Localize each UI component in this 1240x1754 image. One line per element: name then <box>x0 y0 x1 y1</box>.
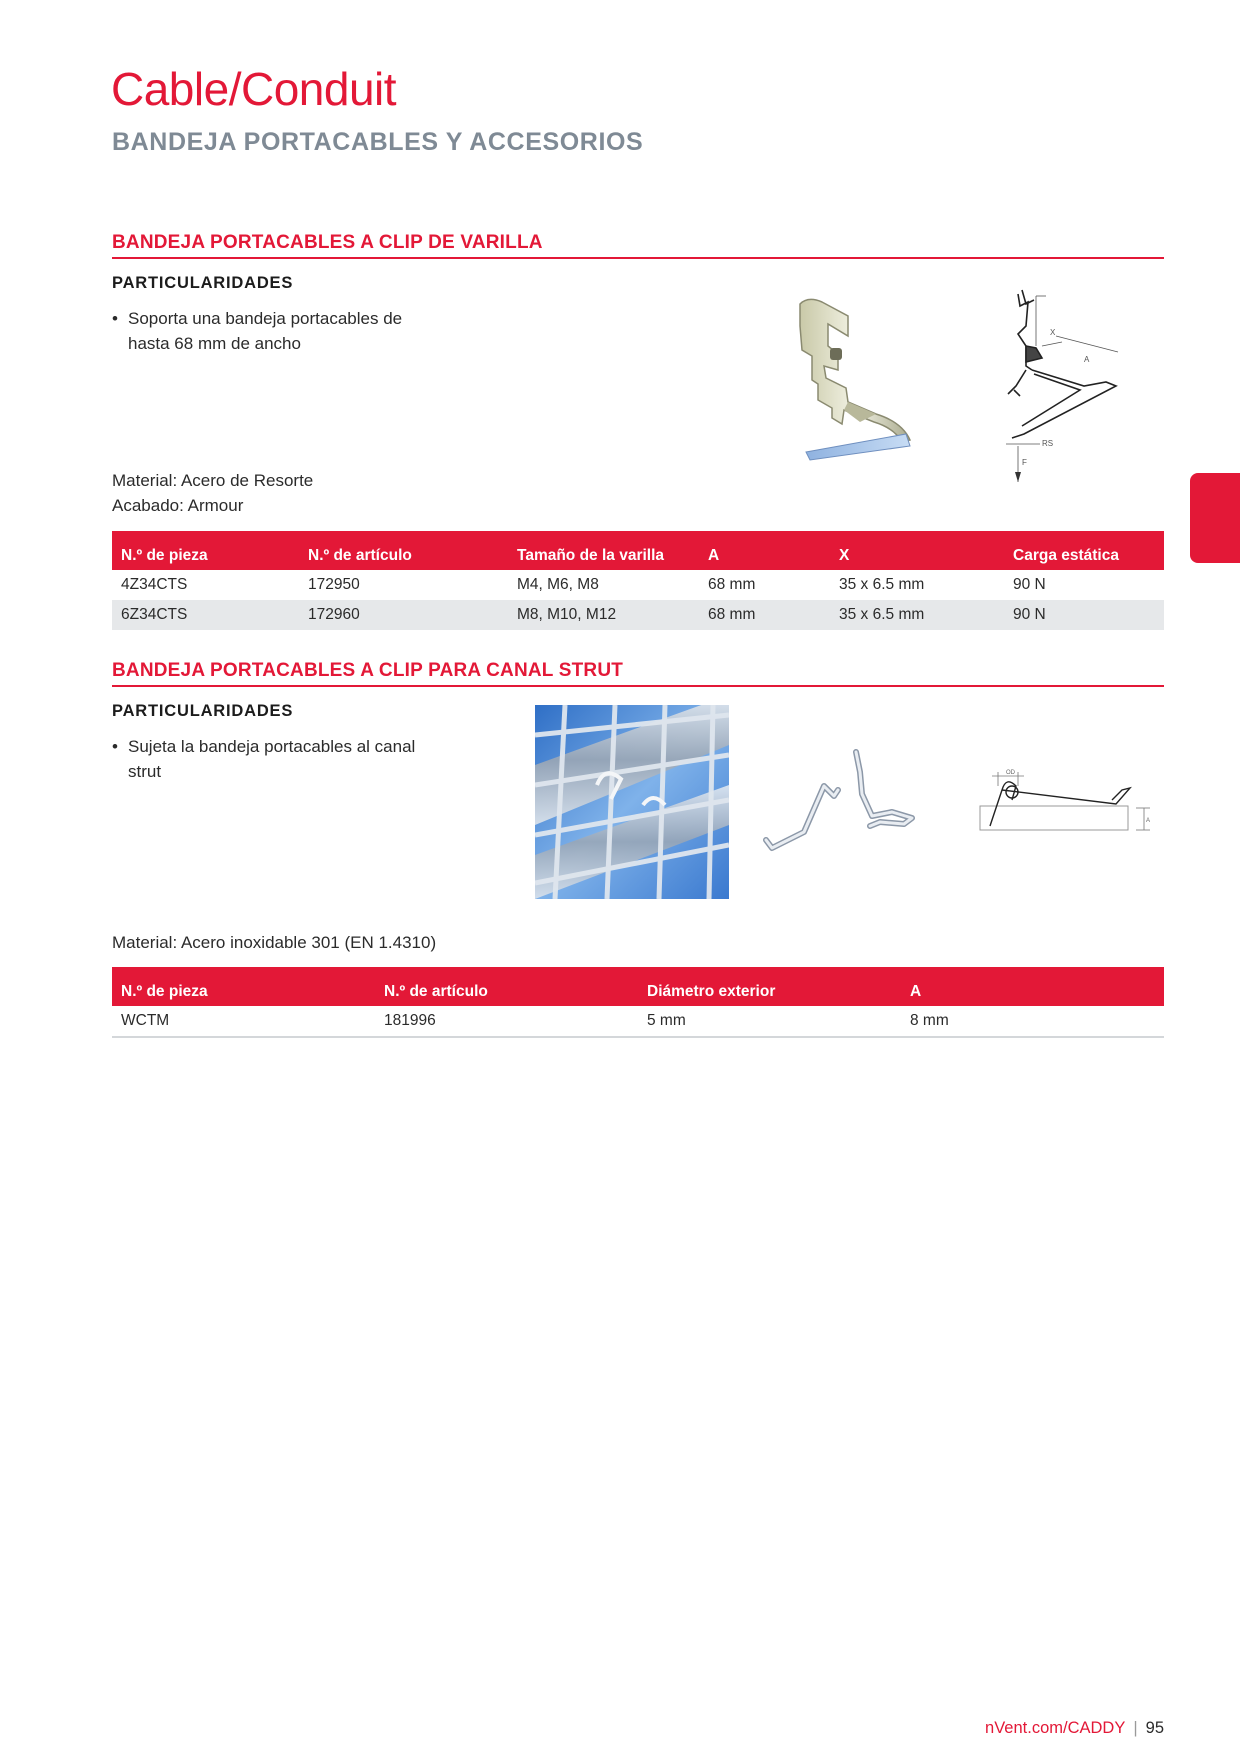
features-label: PARTICULARIDADES <box>112 274 294 292</box>
table-cell: 4Z34CTS <box>121 576 188 593</box>
col-header-static-load: Carga estática <box>1004 531 1164 570</box>
diagram-label-od: OD <box>1006 770 1015 776</box>
table-cell: 181996 <box>375 1006 638 1037</box>
rod-clip-photo <box>790 296 920 466</box>
table-cell: 35 x 6.5 mm <box>839 576 925 593</box>
diagram-label-a: A <box>1084 355 1090 364</box>
table-row <box>112 600 1164 630</box>
page-subtitle: BANDEJA PORTACABLES Y ACCESORIOS <box>112 128 644 156</box>
table-cell: M8, M10, M12 <box>508 600 699 630</box>
col-header-a: A <box>699 531 830 570</box>
footer-separator: | <box>1133 1719 1138 1737</box>
table-cell: 6Z34CTS <box>112 600 299 630</box>
table-cell: 35 x 6.5 mm <box>830 600 1004 630</box>
table-cell: 90 N <box>1004 600 1164 630</box>
col-header-rod-size: Tamaño de la varilla <box>508 531 699 570</box>
table-header-row <box>112 967 1164 1006</box>
material-text: Material: Acero inoxidable 301 (EN 1.4310) <box>112 933 437 952</box>
diagram-label-f: F <box>1022 458 1027 467</box>
table-cell: 5 mm <box>638 1006 901 1037</box>
table-cell: 68 mm <box>708 576 756 593</box>
material-text: Material: Acero de Resorte <box>112 471 314 490</box>
table-row <box>112 570 1164 600</box>
col-header-article-number: N.º de artículo <box>299 531 508 570</box>
features-label: PARTICULARIDADES <box>112 702 294 720</box>
section-heading-strut-clip: BANDEJA PORTACABLES A CLIP PARA CANAL STRUT <box>112 660 1164 687</box>
chapter-tab <box>1190 473 1240 563</box>
page-footer <box>985 1719 1164 1738</box>
table-cell: M4, M6, M8 <box>517 576 599 593</box>
diagram-label-rs: RS <box>1042 439 1054 448</box>
feature-item: • Soporta una bandeja portacables de hasta 68 mm de ancho <box>112 306 428 356</box>
table-row <box>112 1006 1164 1037</box>
footer-url[interactable]: nVent.com/CADDY <box>985 1719 1126 1737</box>
rod-clip-diagram <box>996 286 1136 482</box>
finish-text: Acabado: Armour <box>112 496 244 515</box>
page-number: 95 <box>1145 1719 1164 1737</box>
features-list <box>112 306 428 356</box>
spec-table-strut-clip <box>112 967 1164 1038</box>
features-list <box>112 734 428 784</box>
diagram-label-a: A <box>1146 818 1151 824</box>
table-header-row <box>112 531 1164 570</box>
table-cell: 172960 <box>299 600 508 630</box>
col-header-outer-diameter: Diámetro exterior <box>638 967 901 1006</box>
table-cell: 8 mm <box>901 1006 1164 1037</box>
strut-clip-photo <box>760 748 930 858</box>
col-header-a: A <box>901 967 1164 1006</box>
col-header-article-number: N.º de artículo <box>375 967 638 1006</box>
table-cell: WCTM <box>112 1006 375 1037</box>
table-cell: 90 N <box>1013 576 1046 593</box>
diagram-label-x: X <box>1050 328 1056 337</box>
page-title: Cable/Conduit <box>111 63 397 115</box>
col-header-x: X <box>830 531 1004 570</box>
table-cell: 68 mm <box>699 600 830 630</box>
strut-clip-installed-photo <box>535 705 729 899</box>
feature-item: • Sujeta la bandeja portacables al canal strut <box>112 734 428 784</box>
col-header-part-number: N.º de pieza <box>112 531 299 570</box>
spec-table-rod-clip <box>112 531 1164 630</box>
section-heading-rod-clip: BANDEJA PORTACABLES A CLIP DE VARILLA <box>112 232 1164 259</box>
strut-clip-diagram <box>976 764 1160 834</box>
col-header-part-number: N.º de pieza <box>112 967 375 1006</box>
table-cell: 172950 <box>308 576 360 593</box>
